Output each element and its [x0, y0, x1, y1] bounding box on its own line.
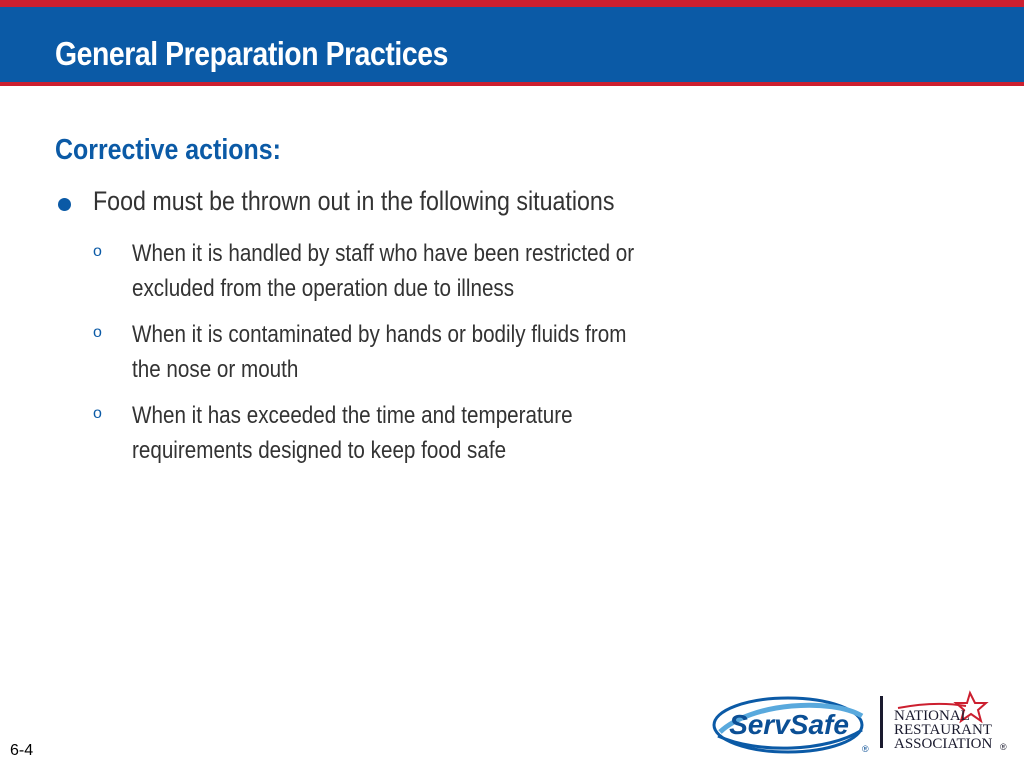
svg-text:®: ®	[1000, 742, 1007, 752]
bullet-dot-icon	[58, 198, 71, 211]
sub-bullet-item	[93, 317, 733, 387]
svg-text:®: ®	[862, 744, 869, 754]
servsafe-logo-text: ServSafe	[729, 709, 849, 740]
sub-bullet-line: When it is handled by staff who have been restricted or	[132, 240, 635, 267]
sub-bullet-list	[93, 236, 733, 479]
sub-bullet-line: excluded from the operation due to illness	[132, 275, 515, 302]
nra-logo-line: ASSOCIATION	[894, 736, 993, 752]
sub-bullet-text	[132, 317, 734, 387]
sub-bullet-text	[132, 398, 734, 468]
page-number: 6-4	[10, 742, 34, 759]
header-band	[0, 0, 1024, 86]
logo-divider	[880, 696, 883, 748]
sub-bullet-item	[93, 398, 733, 468]
sub-bullet-marker-icon: o	[93, 324, 102, 341]
sub-bullet-item	[93, 236, 733, 306]
section-heading: Corrective actions:	[55, 134, 281, 166]
footer-logos	[712, 686, 1017, 756]
sub-bullet-line: When it has exceeded the time and temperature	[132, 402, 573, 429]
slide-title: General Preparation Practices	[55, 35, 448, 72]
sub-bullet-line: When it is contaminated by hands or bodily fluids from	[132, 321, 627, 348]
nra-logo-line: RESTAURANT	[894, 722, 992, 738]
sub-bullet-line: the nose or mouth	[132, 356, 299, 383]
sub-bullet-marker-icon: o	[93, 405, 102, 422]
sub-bullet-text	[132, 236, 734, 306]
sub-bullet-line: requirements designed to keep food safe	[132, 437, 507, 464]
national-restaurant-association-logo	[892, 686, 1017, 754]
bullet-text: Food must be thrown out in the following situations	[93, 186, 615, 216]
servsafe-logo	[712, 694, 870, 756]
nra-logo-line: NATIONAL	[894, 708, 970, 724]
sub-bullet-marker-icon: o	[93, 243, 102, 260]
